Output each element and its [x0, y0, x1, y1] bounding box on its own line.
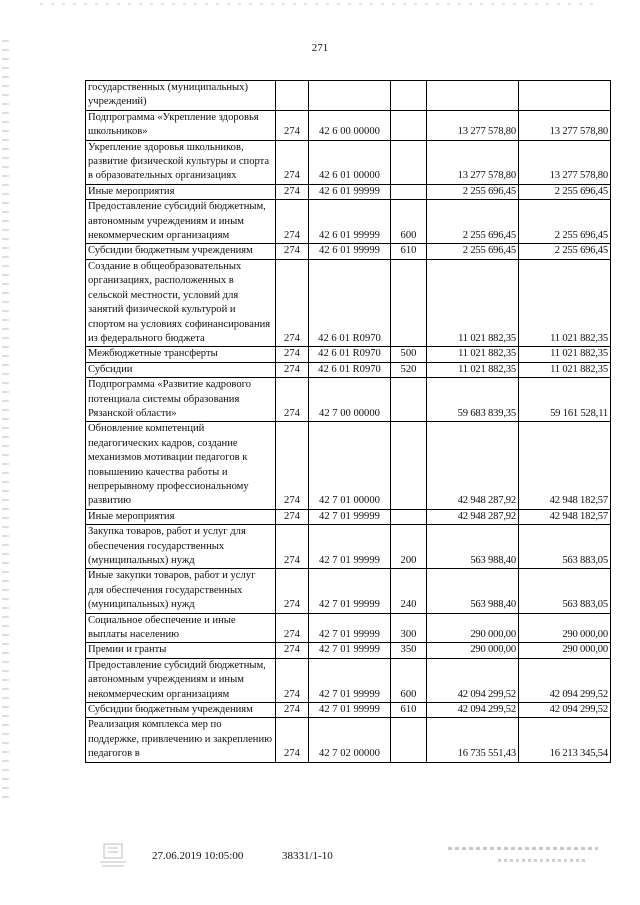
table-row [86, 525, 611, 569]
cell-expense-type [391, 509, 427, 524]
cell-amount-1: 563 988,40 [427, 525, 519, 569]
cell-name: Укрепление здоровья школьников, развитие физической культуры и спорта в образовательных организациях [86, 140, 276, 184]
cell-target-code: 42 7 01 99999 [309, 658, 391, 702]
cell-amount-1: 2 255 696,45 [427, 244, 519, 259]
cell-amount-1: 16 735 551,43 [427, 718, 519, 762]
cell-target-code [309, 81, 391, 111]
table-row [86, 110, 611, 140]
cell-target-code: 42 7 01 99999 [309, 643, 391, 658]
cell-expense-type [391, 140, 427, 184]
table-row [86, 259, 611, 346]
cell-amount-2: 2 255 696,45 [519, 200, 611, 244]
cell-amount-1: 42 094 299,52 [427, 658, 519, 702]
cell-amount-2: 42 948 182,57 [519, 509, 611, 524]
table-row [86, 378, 611, 422]
cell-amount-2: 42 094 299,52 [519, 703, 611, 718]
cell-ved-code: 274 [276, 244, 309, 259]
cell-ved-code: 274 [276, 110, 309, 140]
cell-name: Реализация комплекса мер по поддержке, привлечению и закреплению педагогов в [86, 718, 276, 762]
cell-ved-code: 274 [276, 658, 309, 702]
cell-amount-2: 11 021 882,35 [519, 347, 611, 362]
cell-target-code: 42 7 01 99999 [309, 569, 391, 613]
cell-name: Социальное обеспечение и иные выплаты населению [86, 613, 276, 643]
stamp-watermark [448, 843, 598, 869]
cell-ved-code [276, 81, 309, 111]
cell-name: Иные мероприятия [86, 509, 276, 524]
table-row [86, 362, 611, 377]
cell-target-code: 42 7 00 00000 [309, 378, 391, 422]
table-row [86, 718, 611, 762]
cell-target-code: 42 6 01 R0970 [309, 347, 391, 362]
cell-target-code: 42 7 02 00000 [309, 718, 391, 762]
footer-date: 27.06.2019 10:05:00 [152, 850, 244, 862]
cell-expense-type [391, 378, 427, 422]
cell-expense-type: 200 [391, 525, 427, 569]
cell-amount-2: 59 161 528,11 [519, 378, 611, 422]
cell-ved-code: 274 [276, 525, 309, 569]
cell-name: Создание в общеобразовательных организациях, расположенных в сельской местности, условий для занятий физической культурой и спортом на условиях софинансирования из федерального бюджета [86, 259, 276, 346]
cell-ved-code: 274 [276, 378, 309, 422]
cell-amount-2: 13 277 578,80 [519, 110, 611, 140]
cell-amount-2: 42 948 182,57 [519, 422, 611, 509]
cell-amount-2: 290 000,00 [519, 643, 611, 658]
cell-name: Обновление компетенций педагогических кадров, создание механизмов мотивации педагогов к повышению качества работы и непрерывному профессиональному развитию [86, 422, 276, 509]
cell-target-code: 42 6 01 00000 [309, 140, 391, 184]
cell-name: Подпрограмма «Развитие кадрового потенциала системы образования Рязанской области» [86, 378, 276, 422]
cell-target-code: 42 6 00 00000 [309, 110, 391, 140]
cell-target-code: 42 7 01 00000 [309, 422, 391, 509]
cell-amount-2: 290 000,00 [519, 613, 611, 643]
cell-name: Субсидии бюджетным учреждениям [86, 244, 276, 259]
table-row [86, 643, 611, 658]
cell-target-code: 42 7 01 99999 [309, 525, 391, 569]
cell-amount-2: 563 883,05 [519, 569, 611, 613]
cell-expense-type: 610 [391, 703, 427, 718]
cell-amount-1: 42 094 299,52 [427, 703, 519, 718]
table-row [86, 658, 611, 702]
cell-target-code: 42 6 01 99999 [309, 244, 391, 259]
stamp-logo-icon [96, 840, 130, 870]
cell-amount-1: 2 255 696,45 [427, 200, 519, 244]
cell-ved-code: 274 [276, 509, 309, 524]
cell-expense-type: 600 [391, 658, 427, 702]
cell-amount-1: 290 000,00 [427, 613, 519, 643]
cell-amount-2 [519, 81, 611, 111]
cell-target-code: 42 7 01 99999 [309, 703, 391, 718]
cell-ved-code: 274 [276, 259, 309, 346]
table-row [86, 184, 611, 199]
cell-amount-2: 563 883,05 [519, 525, 611, 569]
table-row [86, 569, 611, 613]
cell-amount-2: 13 277 578,80 [519, 140, 611, 184]
cell-amount-1: 13 277 578,80 [427, 110, 519, 140]
cell-expense-type: 500 [391, 347, 427, 362]
cell-amount-1: 42 948 287,92 [427, 509, 519, 524]
cell-name: Закупка товаров, работ и услуг для обеспечения государственных (муниципальных) нужд [86, 525, 276, 569]
cell-amount-2: 42 094 299,52 [519, 658, 611, 702]
table-row [86, 422, 611, 509]
table-row [86, 347, 611, 362]
cell-expense-type: 600 [391, 200, 427, 244]
budget-table [85, 80, 611, 763]
cell-ved-code: 274 [276, 569, 309, 613]
cell-ved-code: 274 [276, 184, 309, 199]
cell-target-code: 42 6 01 99999 [309, 184, 391, 199]
cell-amount-2: 2 255 696,45 [519, 184, 611, 199]
cell-target-code: 42 7 01 99999 [309, 509, 391, 524]
cell-expense-type [391, 81, 427, 111]
scan-noise-top [40, 3, 600, 5]
table-row [86, 81, 611, 111]
cell-expense-type [391, 259, 427, 346]
cell-name: Иные закупки товаров, работ и услуг для обеспечения государственных (муниципальных) нужд [86, 569, 276, 613]
cell-amount-1: 2 255 696,45 [427, 184, 519, 199]
cell-expense-type: 350 [391, 643, 427, 658]
cell-expense-type: 300 [391, 613, 427, 643]
cell-amount-2: 11 021 882,35 [519, 362, 611, 377]
cell-name: Предоставление субсидий бюджетным, автономным учреждениям и иным некоммерческим организациям [86, 200, 276, 244]
cell-name: государственных (муниципальных) учреждений) [86, 81, 276, 111]
cell-expense-type [391, 422, 427, 509]
cell-target-code: 42 6 01 R0970 [309, 362, 391, 377]
cell-amount-2: 2 255 696,45 [519, 244, 611, 259]
table-row [86, 509, 611, 524]
table-row [86, 613, 611, 643]
page-number: 271 [311, 42, 329, 54]
cell-amount-1: 563 988,40 [427, 569, 519, 613]
cell-amount-1: 11 021 882,35 [427, 347, 519, 362]
cell-ved-code: 274 [276, 422, 309, 509]
cell-name: Предоставление субсидий бюджетным, автономным учреждениям и иным некоммерческим организациям [86, 658, 276, 702]
scan-noise-left-margin [2, 40, 9, 800]
table-row [86, 244, 611, 259]
cell-expense-type [391, 184, 427, 199]
cell-ved-code: 274 [276, 362, 309, 377]
cell-name: Межбюджетные трансферты [86, 347, 276, 362]
cell-target-code: 42 6 01 R0970 [309, 259, 391, 346]
cell-name: Субсидии [86, 362, 276, 377]
cell-ved-code: 274 [276, 347, 309, 362]
cell-target-code: 42 7 01 99999 [309, 613, 391, 643]
cell-ved-code: 274 [276, 200, 309, 244]
cell-target-code: 42 6 01 99999 [309, 200, 391, 244]
cell-expense-type: 520 [391, 362, 427, 377]
cell-amount-2: 16 213 345,54 [519, 718, 611, 762]
cell-name: Премии и гранты [86, 643, 276, 658]
cell-expense-type [391, 718, 427, 762]
cell-amount-1 [427, 81, 519, 111]
cell-name: Подпрограмма «Укрепление здоровья школьников» [86, 110, 276, 140]
cell-amount-1: 42 948 287,92 [427, 422, 519, 509]
table-row [86, 703, 611, 718]
cell-name: Субсидии бюджетным учреждениям [86, 703, 276, 718]
cell-name: Иные мероприятия [86, 184, 276, 199]
cell-amount-1: 59 683 839,35 [427, 378, 519, 422]
cell-expense-type [391, 110, 427, 140]
cell-ved-code: 274 [276, 703, 309, 718]
cell-expense-type: 610 [391, 244, 427, 259]
cell-amount-1: 11 021 882,35 [427, 259, 519, 346]
cell-amount-1: 11 021 882,35 [427, 362, 519, 377]
table-row [86, 140, 611, 184]
cell-ved-code: 274 [276, 140, 309, 184]
cell-amount-1: 290 000,00 [427, 643, 519, 658]
footer-document-code: 38331/1-10 [282, 850, 333, 862]
table-row [86, 200, 611, 244]
cell-ved-code: 274 [276, 718, 309, 762]
cell-amount-2: 11 021 882,35 [519, 259, 611, 346]
cell-amount-1: 13 277 578,80 [427, 140, 519, 184]
table-body [86, 81, 611, 763]
cell-expense-type: 240 [391, 569, 427, 613]
cell-ved-code: 274 [276, 613, 309, 643]
cell-ved-code: 274 [276, 643, 309, 658]
